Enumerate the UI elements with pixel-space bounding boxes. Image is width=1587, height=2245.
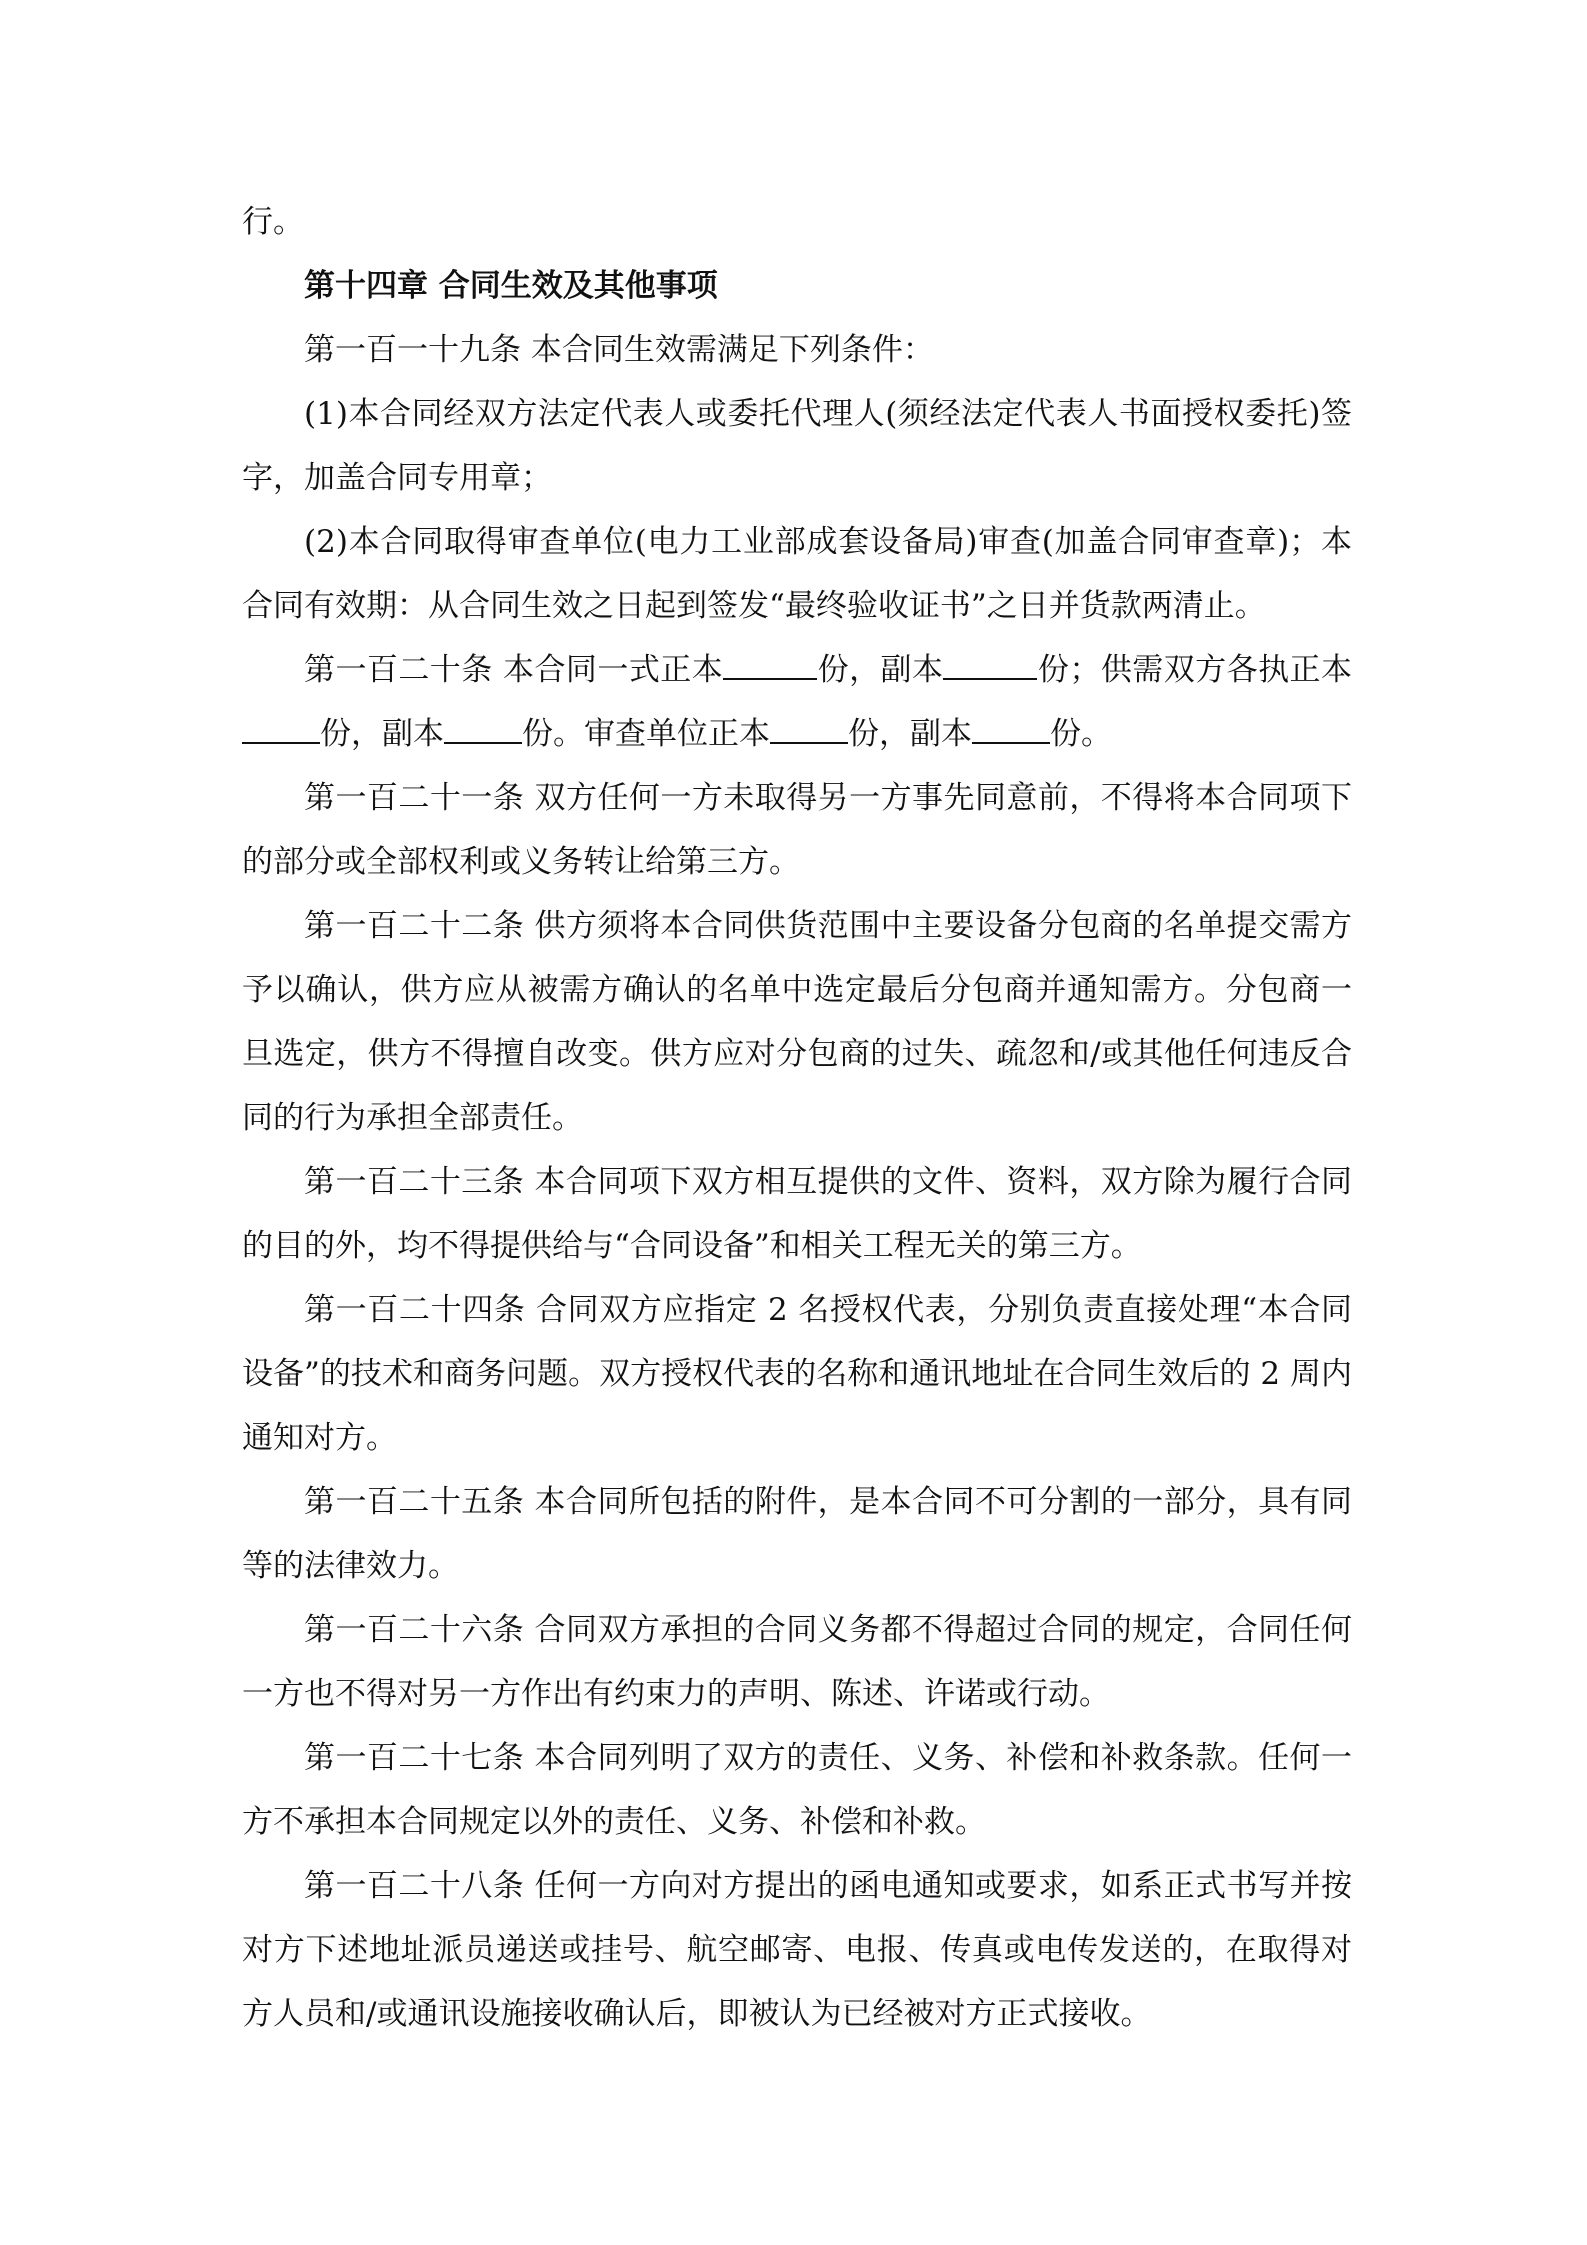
article-120-part-3: 份；供需双方各执正本 bbox=[1037, 652, 1352, 688]
blank-party-original-count bbox=[242, 712, 320, 744]
chapter-heading: 第十四章 合同生效及其他事项 bbox=[304, 268, 718, 304]
article-121: 第一百二十一条 双方任何一方未取得另一方事先同意前，不得将本合同项下的部分或全部权利或义务转让给第三方。 bbox=[242, 780, 1352, 880]
paragraph-continuation: 行。 bbox=[242, 204, 304, 240]
article-120-part-1: 第一百二十条 本合同一式正本 bbox=[304, 652, 724, 688]
article-128: 第一百二十八条 任何一方向对方提出的函电通知或要求，如系正式书写并按对方下述地址派员递送或挂号、航空邮寄、电报、传真或电传发送的，在取得对方人员和/或通讯设施接收确认后，即被认为已经被对方正式接收。 bbox=[242, 1868, 1352, 2032]
article-120-part-7: 份。 bbox=[1050, 716, 1112, 752]
article-127: 第一百二十七条 本合同列明了双方的责任、义务、补偿和补救条款。任何一方不承担本合同规定以外的责任、义务、补偿和补救。 bbox=[242, 1740, 1352, 1840]
article-125: 第一百二十五条 本合同所包括的附件，是本合同不可分割的一部分，具有同等的法律效力。 bbox=[242, 1484, 1352, 1584]
article-120-part-4: 份，副本 bbox=[320, 716, 444, 752]
article-120 bbox=[242, 638, 1352, 766]
article-119-item-1: (1)本合同经双方法定代表人或委托代理人(须经法定代表人书面授权委托)签字，加盖合同专用章； bbox=[242, 396, 1352, 496]
article-124: 第一百二十四条 合同双方应指定 2 名授权代表，分别负责直接处理“本合同设备”的技术和商务问题。双方授权代表的名称和通讯地址在合同生效后的 2 周内通知对方。 bbox=[242, 1292, 1352, 1456]
article-119-item-2: (2)本合同取得审查单位(电力工业部成套设备局)审查(加盖合同审查章)；本合同有效期：从合同生效之日起到签发“最终验收证书”之日并货款两清止。 bbox=[242, 524, 1352, 624]
article-120-part-2: 份，副本 bbox=[817, 652, 944, 688]
blank-original-count bbox=[723, 648, 817, 680]
article-120-part-6: 份，副本 bbox=[848, 716, 972, 752]
article-120-part-5: 份。审查单位正本 bbox=[522, 716, 770, 752]
document-body bbox=[242, 190, 1352, 2046]
article-123: 第一百二十三条 本合同项下双方相互提供的文件、资料，双方除为履行合同的目的外，均不得提供给与“合同设备”和相关工程无关的第三方。 bbox=[242, 1164, 1352, 1264]
article-122: 第一百二十二条 供方须将本合同供货范围中主要设备分包商的名单提交需方予以确认，供方应从被需方确认的名单中选定最后分包商并通知需方。分包商一旦选定，供方不得擅自改变。供方应对分包商的过失、疏忽和/或其他任何违反合同的行为承担全部责任。 bbox=[242, 908, 1352, 1136]
blank-copy-count bbox=[943, 648, 1037, 680]
blank-reviewer-copy-count bbox=[972, 712, 1050, 744]
blank-reviewer-original-count bbox=[770, 712, 848, 744]
article-119: 第一百一十九条 本合同生效需满足下列条件： bbox=[304, 332, 934, 368]
article-126: 第一百二十六条 合同双方承担的合同义务都不得超过合同的规定，合同任何一方也不得对另一方作出有约束力的声明、陈述、许诺或行动。 bbox=[242, 1612, 1352, 1712]
blank-party-copy-count bbox=[444, 712, 522, 744]
